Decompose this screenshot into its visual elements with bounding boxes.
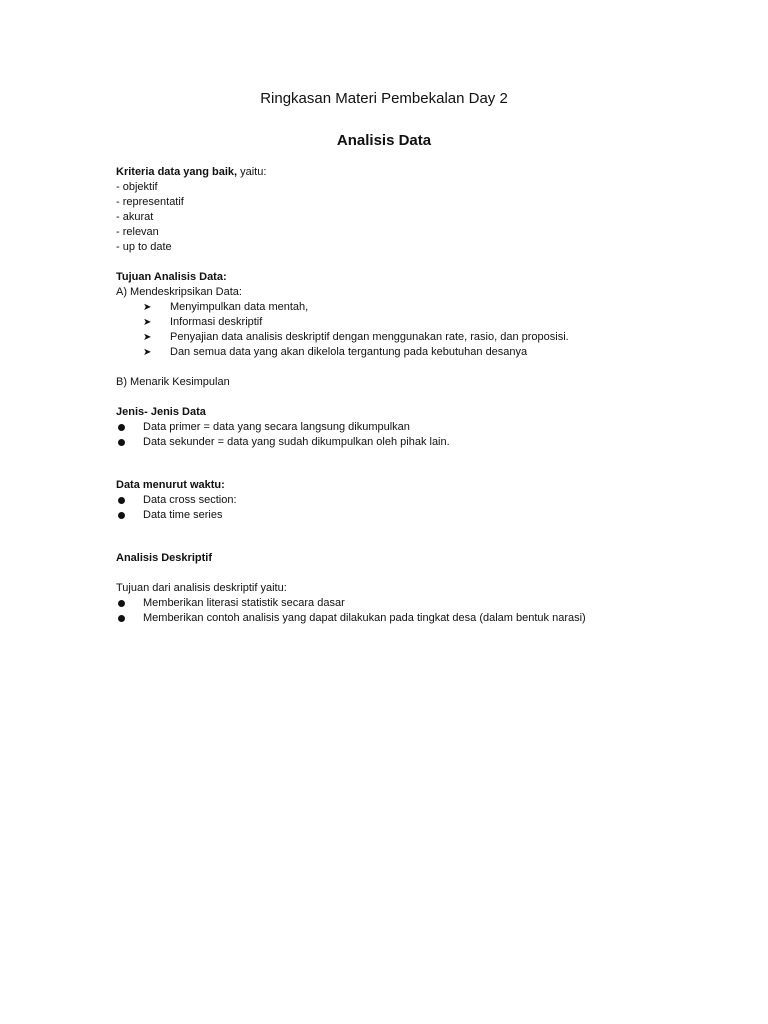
tujuan-a-label: A) Mendeskripsikan Data: — [116, 286, 242, 298]
jenis-heading: Jenis- Jenis Data — [116, 406, 206, 418]
tujuan-a-item: ➤ Dan semua data yang akan dikelola tergantung pada kebutuhan desanya — [143, 346, 528, 358]
tujuan-heading: Tujuan Analisis Data: — [116, 271, 227, 283]
bullet-dot-icon — [118, 497, 125, 504]
kriteria-item: - representatif — [116, 196, 184, 208]
arrow-bullet-icon: ➤ — [143, 332, 152, 343]
waktu-item: Data time series — [116, 508, 716, 523]
document-title: Ringkasan Materi Pembekalan Day 2 — [260, 90, 508, 107]
arrow-bullet-icon: ➤ — [143, 317, 152, 328]
kriteria-item: - akurat — [116, 211, 154, 223]
deskriptif-item: Memberikan literasi statistik secara dasar — [116, 596, 716, 611]
tujuan-a-item: ➤ Informasi deskriptif — [143, 316, 263, 328]
kriteria-item: - up to date — [116, 241, 172, 253]
waktu-heading: Data menurut waktu: — [116, 479, 225, 491]
bullet-dot-icon — [118, 424, 125, 431]
bullet-dot-icon — [118, 512, 125, 519]
deskriptif-intro: Tujuan dari analisis deskriptif yaitu: — [116, 582, 287, 594]
deskriptif-item: Memberikan contoh analisis yang dapat dilakukan pada tingkat desa (dalam bentuk narasi) — [116, 611, 716, 626]
waktu-item: Data cross section: — [116, 493, 716, 508]
kriteria-item: - objektif — [116, 181, 158, 193]
tujuan-a-item: ➤ Menyimpulkan data mentah, — [143, 301, 309, 313]
kriteria-item: - relevan — [116, 226, 159, 238]
bullet-dot-icon — [118, 600, 125, 607]
arrow-bullet-icon: ➤ — [143, 302, 152, 313]
kriteria-heading — [116, 165, 716, 180]
tujuan-a-item: ➤ Penyajian data analisis deskriptif dengan menggunakan rate, rasio, dan proposisi. — [143, 331, 569, 343]
tujuan-b-label: B) Menarik Kesimpulan — [116, 376, 230, 388]
kriteria-heading-bold: Kriteria data yang baik, — [116, 166, 238, 178]
arrow-bullet-icon: ➤ — [143, 347, 152, 358]
document-body — [116, 165, 716, 626]
document-subtitle: Analisis Data — [336, 132, 432, 149]
jenis-item: Data primer = data yang secara langsung dikumpulkan — [116, 420, 716, 435]
jenis-item: Data sekunder = data yang sudah dikumpulkan oleh pihak lain. — [116, 435, 716, 450]
deskriptif-heading: Analisis Deskriptif — [116, 552, 212, 564]
bullet-dot-icon — [118, 439, 125, 446]
bullet-dot-icon — [118, 615, 125, 622]
kriteria-heading-rest: yaitu: — [237, 166, 267, 178]
